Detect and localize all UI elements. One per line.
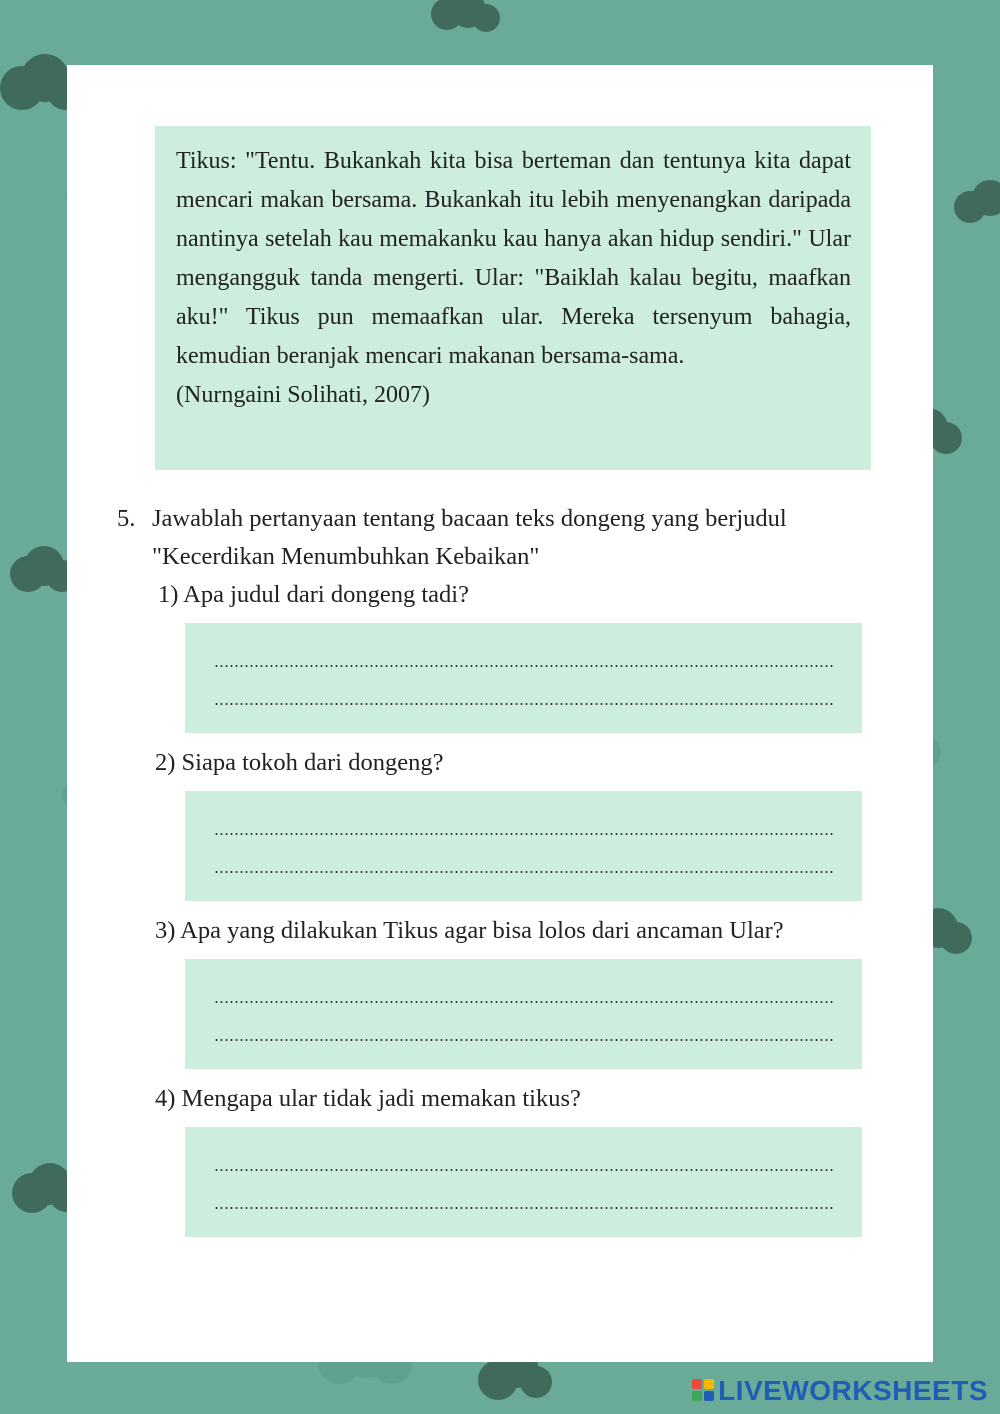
answer-line — [214, 871, 834, 873]
sub-question-1: 1) Apa judul dari dongeng tadi? — [158, 581, 469, 608]
sub-question-4: 4) Mengapa ular tidak jadi memakan tikus? — [155, 1085, 581, 1112]
cloud-icon — [431, 0, 500, 32]
story-citation: (Nurngaini Solihati, 2007) — [176, 382, 430, 408]
answer-line — [214, 703, 834, 705]
answer-box-4[interactable] — [185, 1127, 862, 1237]
sub-question-2: 2) Siapa tokoh dari dongeng? — [155, 749, 444, 776]
sub-question-3: 3) Apa yang dilakukan Tikus agar bisa lolos dari ancaman Ular? — [155, 917, 784, 944]
liveworksheets-logo[interactable] — [692, 1374, 988, 1408]
answer-line — [214, 833, 834, 835]
question-text: Jawablah pertanyaan tentang bacaan teks dongeng yang berjudul "Kecerdikan Menumbuhkan Kebaikan" — [152, 505, 787, 570]
answer-line — [214, 1169, 834, 1171]
story-excerpt-box — [155, 126, 871, 470]
question-number: 5. — [117, 505, 136, 532]
story-paragraph: Tikus: "Tentu. Bukankah kita bisa berteman dan tentunya kita dapat mencari makan bersama. Bukankah itu lebih menyenangkan daripada nantinya setelah kau memakanku kau hanya akan hidup sendiri." Ular mengangguk tanda mengerti. Ular: "Baiklah kalau begitu, maafkan aku!" Tikus pun memaafkan ular. Mereka tersenyum bahagia, kemudian beranjak mencari makanan bersama-sama. — [176, 148, 851, 369]
liveworksheets-logo-icon — [692, 1379, 716, 1403]
answer-box-1[interactable] — [185, 623, 862, 733]
answer-line — [214, 1001, 834, 1003]
cloud-icon — [954, 180, 1000, 223]
answer-box-3[interactable] — [185, 959, 862, 1069]
answer-line — [214, 1039, 834, 1041]
answer-box-2[interactable] — [185, 791, 862, 901]
logo-text: LIVEWORKSHEETS — [718, 1375, 988, 1406]
answer-line — [214, 1207, 834, 1209]
answer-line — [214, 665, 834, 667]
